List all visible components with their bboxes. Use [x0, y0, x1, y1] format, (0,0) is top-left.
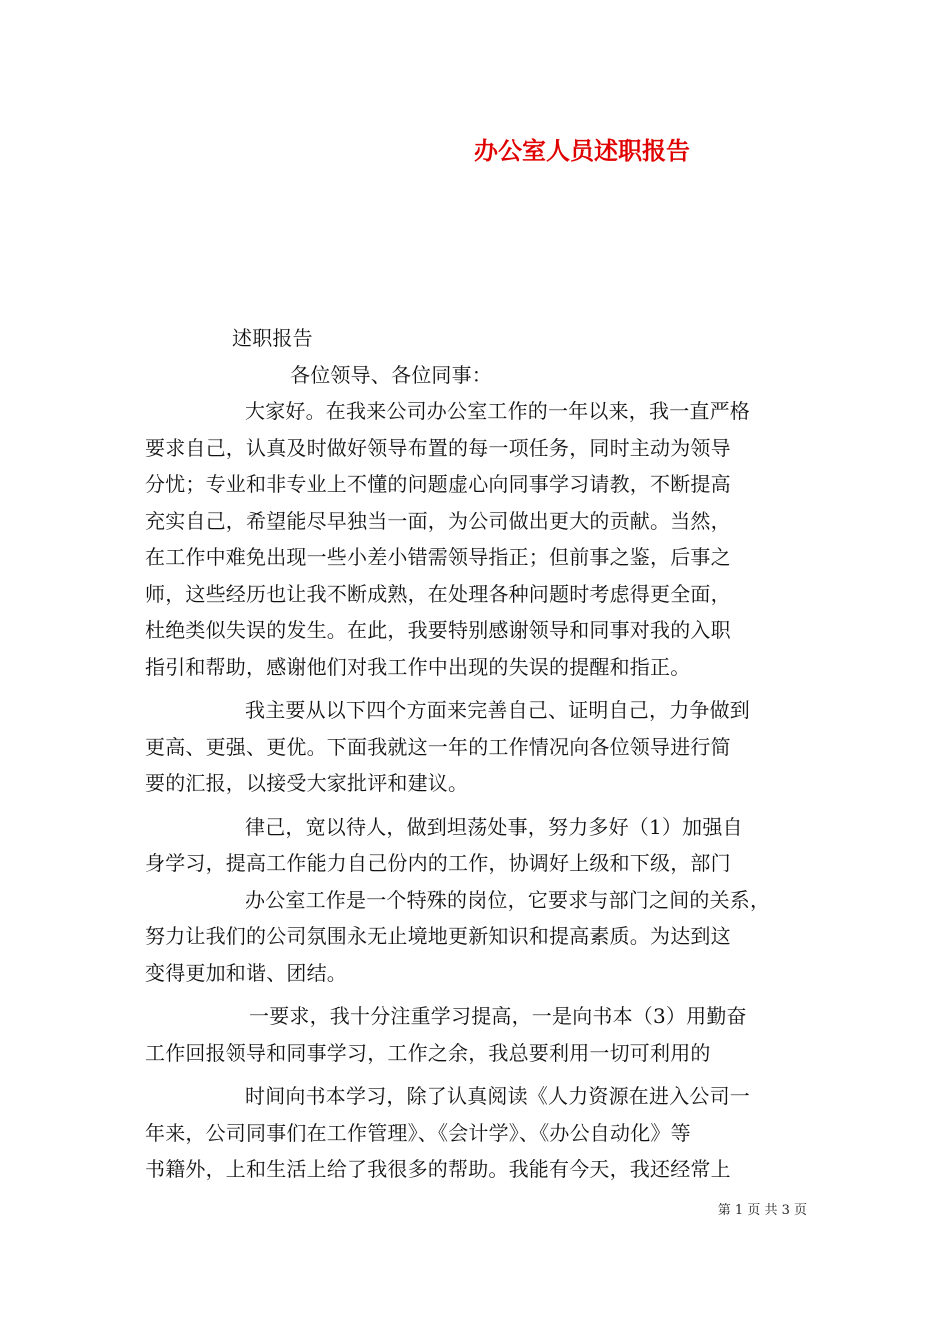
page-title: 办公室人员述职报告 — [474, 136, 690, 165]
paragraph-line: 师，这些经历也让我不断成熟，在处理各种问题时考虑得更全面， — [145, 581, 731, 606]
paragraph-line: 时间向书本学习，除了认真阅读《人力资源在进入公司一 — [245, 1084, 750, 1108]
paragraph-line: 一要求，我十分注重学习提高，一是向书本（3）用勤奋 — [249, 1004, 747, 1028]
paragraph-line: 努力让我们的公司氛围永无止境地更新知识和提高素质。为达到这 — [145, 924, 731, 948]
salutation: 各位领导、各位同事： — [290, 362, 492, 387]
paragraph-line: 更高、更强、更优。下面我就这一年的工作情况向各位领导进行简 — [145, 734, 731, 759]
paragraph-line: 分忧；专业和非专业上不懂的问题虚心向同事学习请教，不断提高 — [145, 472, 731, 496]
paragraph-line: 指引和帮助，感谢他们对我工作中出现的失误的提醒和指正。 — [145, 654, 691, 679]
paragraph-line: 要的汇报，以接受大家批评和建议。 — [145, 771, 469, 795]
paragraph-line: 身学习，提高工作能力自己份内的工作，协调好上级和下级，部门 — [145, 851, 731, 875]
paragraph-line: 在工作中难免出现一些小差小错需领导指正；但前事之鉴，后事之 — [145, 545, 731, 569]
paragraph-line: 大家好。在我来公司办公室工作的一年以来，我一直严格 — [245, 399, 750, 423]
paragraph-line: 办公室工作是一个特殊的岗位，它要求与部门之间的关系， — [245, 887, 771, 912]
paragraph-line: 工作回报领导和同事学习，工作之余，我总要利用一切可利用的 — [145, 1040, 711, 1065]
document-body — [145, 320, 810, 1188]
paragraph-line: 要求自己，认真及时做好领导布置的每一项任务，同时主动为领导 — [145, 435, 731, 460]
paragraph-line: 我主要从以下四个方面来完善自己、证明自己，力争做到 — [245, 698, 750, 722]
paragraph-line: 充实自己，希望能尽早独当一面，为公司做出更大的贡献。当然， — [145, 508, 731, 533]
section-heading: 述职报告 — [232, 326, 313, 350]
paragraph-line: 律己，宽以待人，做到坦荡处事，努力多好（1）加强自 — [245, 814, 743, 839]
paragraph-line: 变得更加和谐、团结。 — [145, 960, 347, 985]
paragraph-line: 杜绝类似失误的发生。在此，我要特别感谢领导和同事对我的入职 — [145, 618, 731, 642]
page-number: 第 1 页 共 3 页 — [717, 1203, 807, 1218]
paragraph-line: 书籍外，上和生活上给了我很多的帮助。我能有今天，我还经常上 — [145, 1157, 731, 1181]
paragraph-line: 年来，公司同事们在工作管理》、《会计学》、《办公自动化》等 — [145, 1120, 691, 1145]
